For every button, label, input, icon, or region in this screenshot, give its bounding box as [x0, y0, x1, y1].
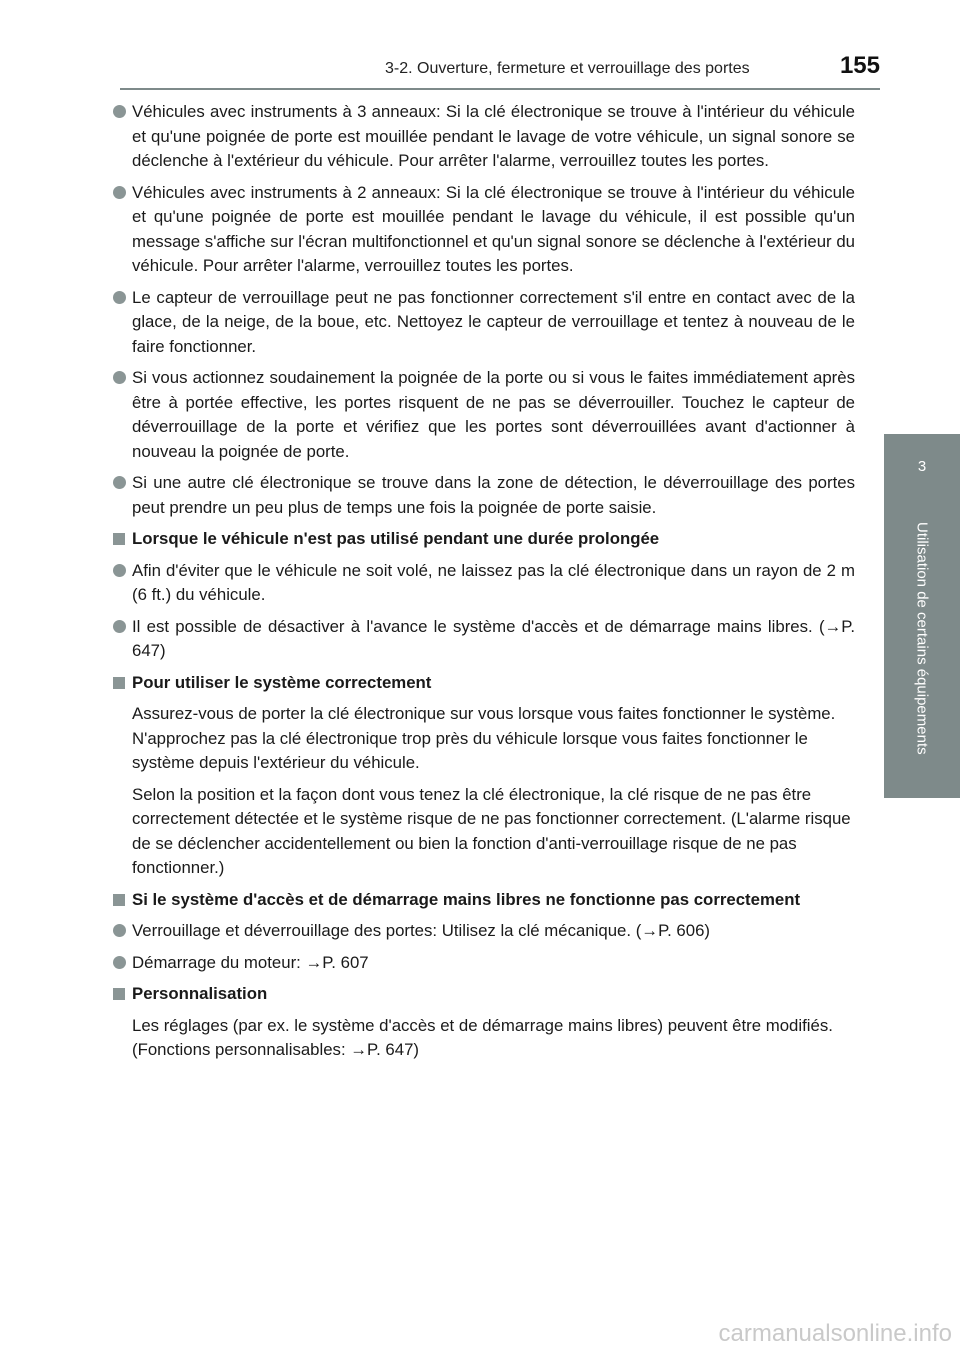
bullet-dot-icon: [113, 564, 126, 577]
heading-square-icon: [113, 894, 125, 906]
heading-square-icon: [113, 988, 125, 1000]
watermark: carmanualsonline.info: [718, 1320, 952, 1347]
bullet-text: Il est possible de désactiver à l'avance le système d'accès et de démarrage mains libres. (→P. 647): [132, 616, 855, 660]
page-number: 155: [839, 52, 880, 79]
bullet-item: [113, 100, 855, 174]
page-header: [120, 52, 880, 88]
chapter-tab-number: [884, 434, 960, 498]
bullet-item: [113, 366, 855, 464]
heading-square-icon: [113, 533, 125, 545]
paragraph: Selon la position et la façon dont vous tenez la clé électronique, la clé risque de ne pas être correctement détectée et le système risque de ne pas fonctionner correctement. (L'alarme risque de se déclencher accidentellement ou bien la fonction d'anti-verrouillage risque de ne pas fonctionner.): [132, 784, 851, 877]
chapter-number: 3: [917, 458, 927, 475]
section-title: 3-2. Ouverture, fermeture et verrouillage des portes: [385, 60, 750, 77]
heading-text: Lorsque le véhicule n'est pas utilisé pendant une durée prolongée: [132, 529, 660, 548]
bullet-text: Le capteur de verrouillage peut ne pas fonctionner correctement s'il entre en contact avec de la glace, de la neige, de la boue, etc. Nettoyez le capteur de verrouillage et tentez à nouveau de le faire fonctionner.: [132, 287, 855, 356]
bullet-text: Véhicules avec instruments à 3 anneaux: Si la clé électronique se trouve à l'intérieur du véhicule et qu'une poignée de porte est mouillée pendant le lavage de votre véhicule, un signal sonore se déclenche à l'extérieur du véhicule. Pour arrêter l'alarme, verrouillez toutes les portes.: [132, 102, 855, 170]
bullet-item: [113, 615, 855, 664]
bullet-item: [113, 951, 855, 976]
header-divider: [120, 88, 880, 90]
chapter-tab-label: [884, 498, 960, 798]
bullet-item: [113, 559, 855, 608]
paragraph: Assurez-vous de porter la clé électronique sur vous lorsque vous faites fonctionner le système. N'approchez pas la clé électronique trop près du véhicule lorsque vous faites fonctionner le système depuis l'extérieur du véhicule.: [132, 704, 836, 772]
section-heading: [113, 982, 855, 1007]
bullet-item: [113, 286, 855, 360]
heading-text: Personnalisation: [132, 984, 268, 1003]
heading-square-icon: [113, 677, 125, 689]
section-heading: [113, 527, 855, 552]
bullet-text: Verrouillage et déverrouillage des portes: Utilisez la clé mécanique. (→P. 606): [132, 921, 711, 940]
bullet-dot-icon: [113, 956, 126, 969]
bullet-dot-icon: [113, 291, 126, 304]
bullet-text: Si vous actionnez soudainement la poignée de la porte ou si vous le faites immédiatement après être à portée effective, les portes risquent de ne pas se déverrouiller. Touchez le capteur de déverrouillage de la porte et vérifiez que les portes sont déverrouillées avant d'actionner à nouveau la poignée de porte.: [132, 368, 855, 461]
paragraph: Les réglages (par ex. le système d'accès et de démarrage mains libres) peuvent être modifiés. (Fonctions personnalisables: →P. 647): [132, 1015, 833, 1059]
bullet-dot-icon: [113, 924, 126, 937]
bullet-item: [113, 181, 855, 279]
bullet-text: Démarrage du moteur: →P. 607: [132, 952, 369, 972]
section-heading: [113, 671, 855, 696]
chapter-title: Utilisation de certains équipements: [913, 522, 931, 755]
section-heading: [113, 888, 855, 913]
bullet-text: Véhicules avec instruments à 2 anneaux: Si la clé électronique se trouve à l'intérieur du véhicule et qu'une poignée de porte est mouillée pendant le lavage du véhicule, il est possible qu'un message s'affiche sur l'écran multifonctionnel et qu'un signal sonore se déclenche à l'extérieur du véhicule. Pour arrêter l'alarme, verrouillez toutes les portes.: [132, 182, 855, 275]
heading-text: Si le système d'accès et de démarrage mains libres ne fonctionne pas correctement: [132, 889, 801, 909]
page-content: [113, 100, 855, 1070]
bullet-item: [113, 919, 855, 944]
bullet-dot-icon: [113, 105, 126, 118]
bullet-dot-icon: [113, 620, 126, 633]
bullet-dot-icon: [113, 371, 126, 384]
bullet-item: [113, 471, 855, 520]
bullet-text: Si une autre clé électronique se trouve dans la zone de détection, le déverrouillage des portes peut prendre un peu plus de temps une fois la poignée de porte saisie.: [132, 473, 855, 517]
bullet-dot-icon: [113, 186, 126, 199]
bullet-text: Afin d'éviter que le véhicule ne soit volé, ne laissez pas la clé électronique dans un rayon de 2 m (6 ft.) du véhicule.: [132, 560, 855, 604]
bullet-dot-icon: [113, 476, 126, 489]
heading-text: Pour utiliser le système correctement: [132, 672, 432, 692]
